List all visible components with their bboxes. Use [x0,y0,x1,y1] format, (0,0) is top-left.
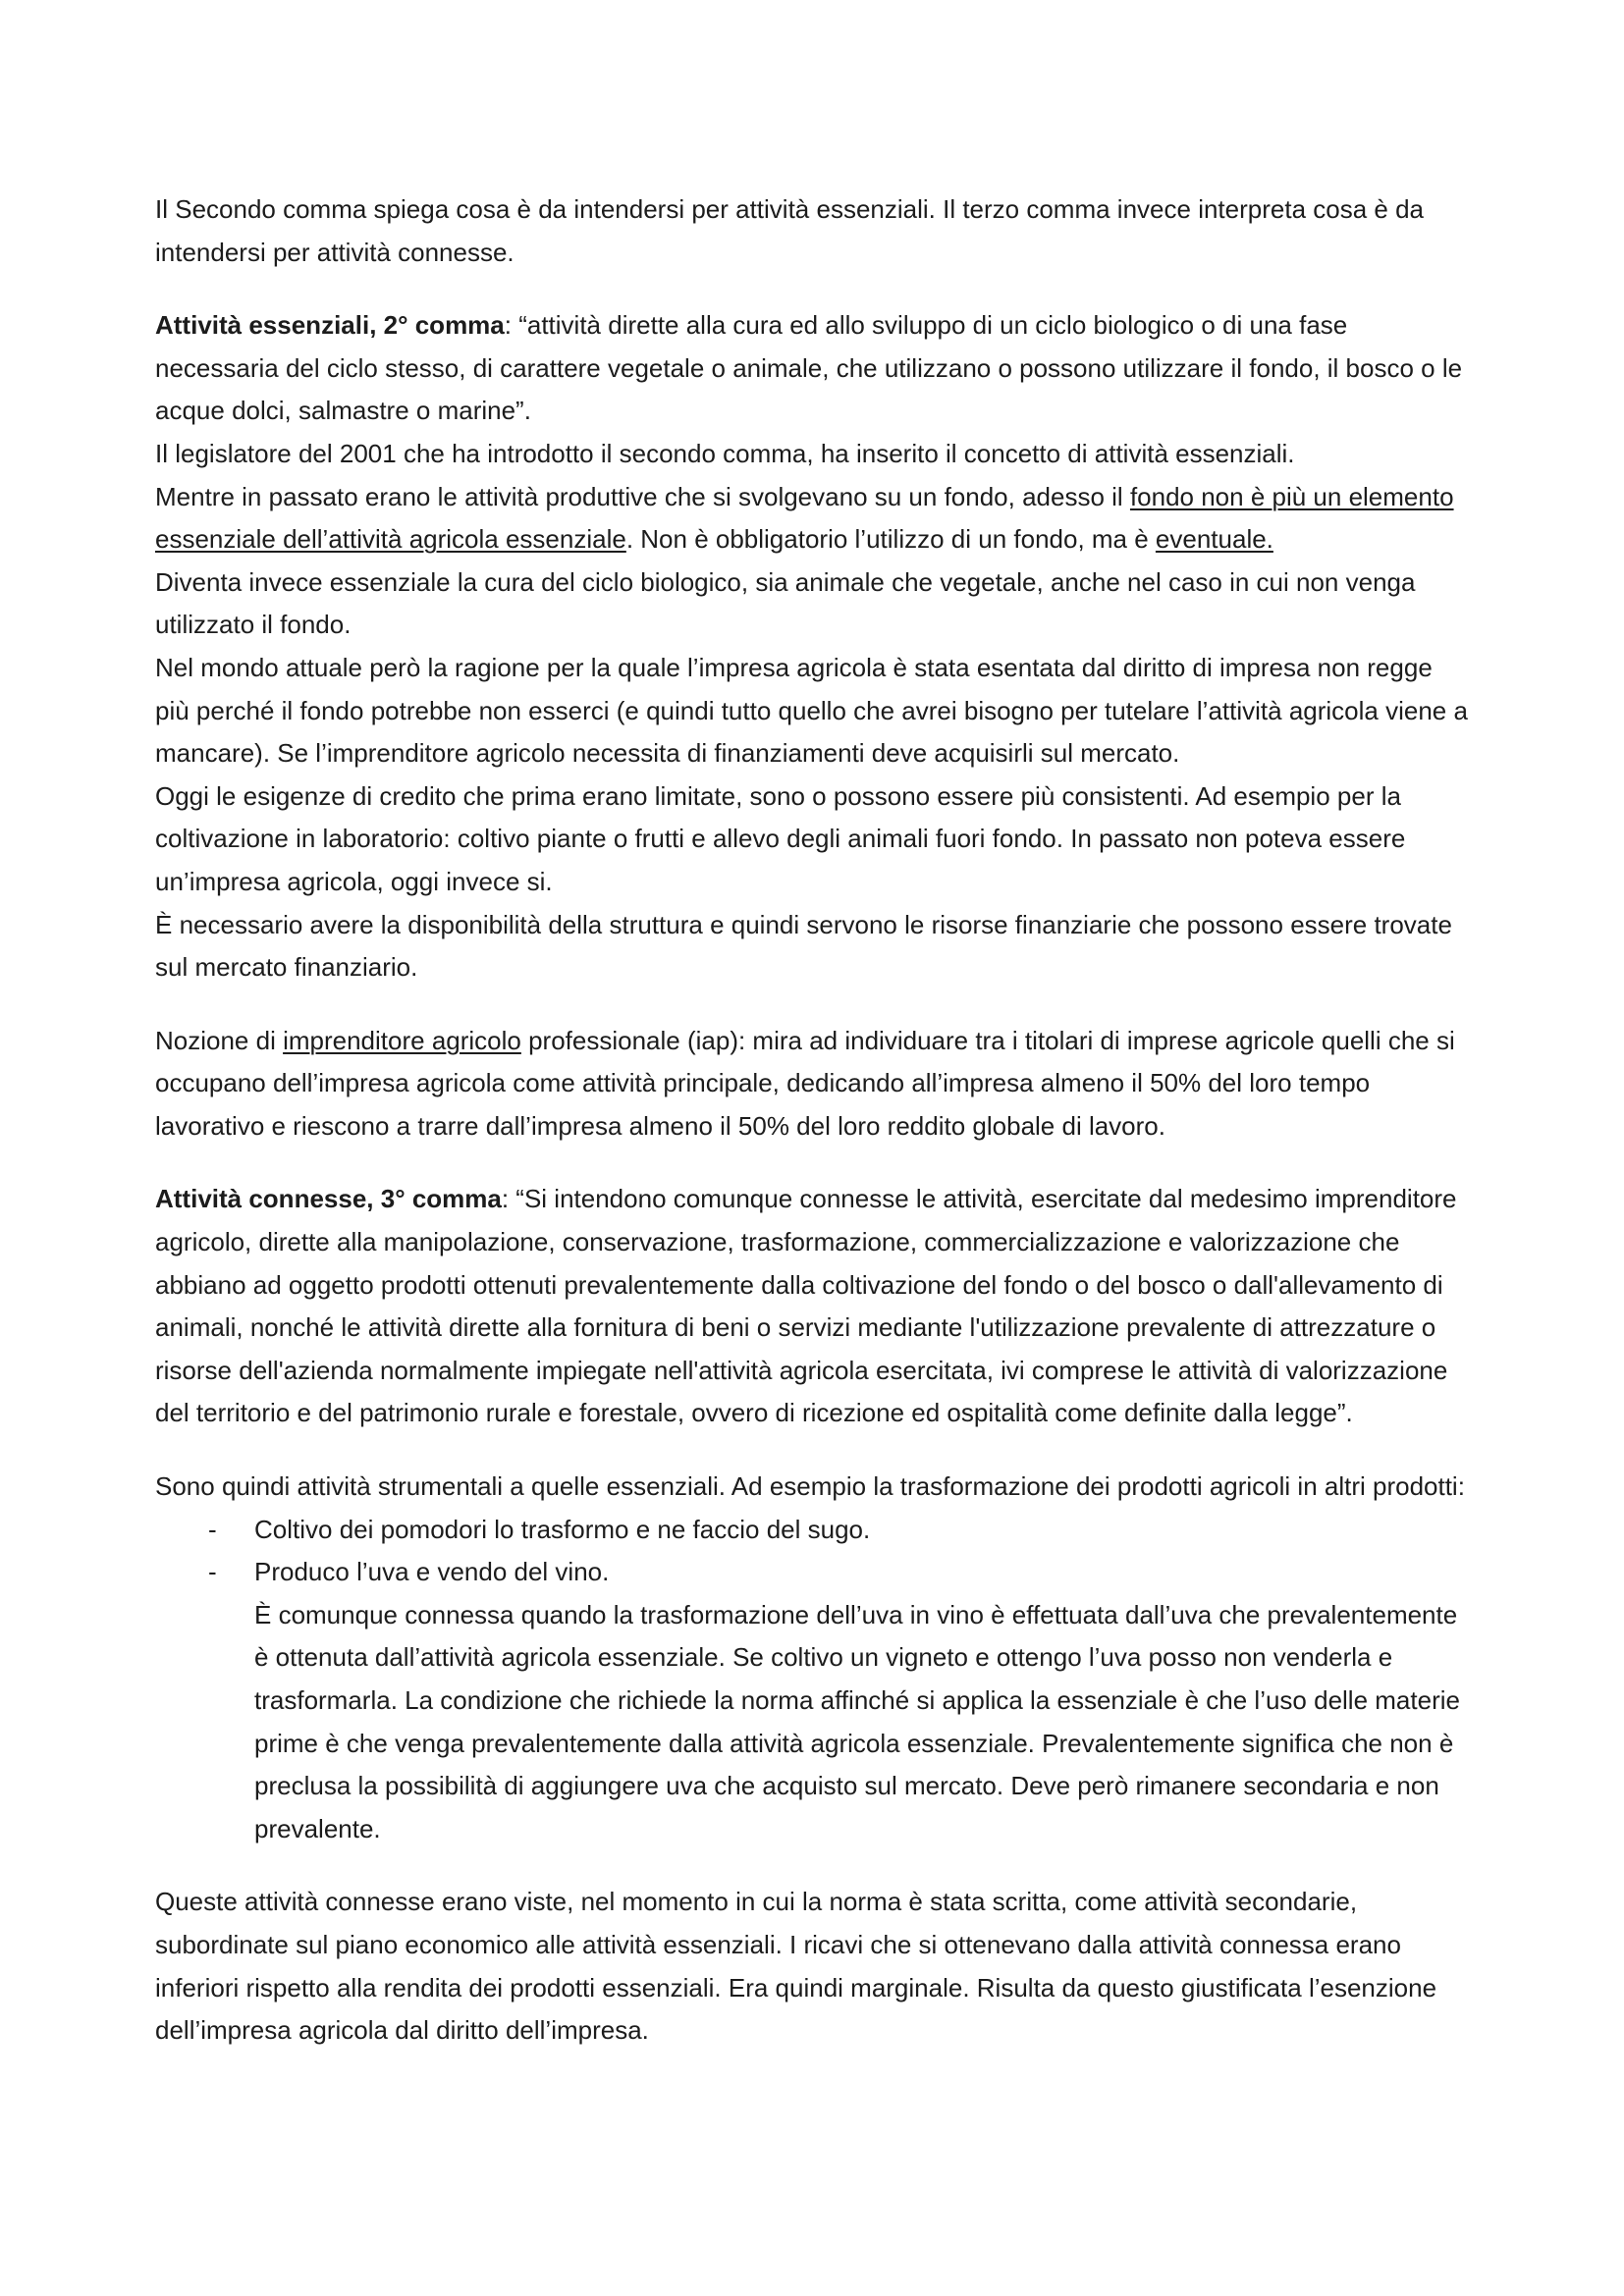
biological-cycle-paragraph: Diventa invece essenziale la cura del ciclo biologico, sia animale che vegetale, anche nel caso in cui non venga utilizzato il fondo. [155,566,1416,640]
eventuale-underlined-text: eventuale. [1155,524,1273,555]
connected-activities-heading: Attività connesse, 3° comma [155,1184,502,1214]
list-item-continuation: È comunque connessa quando la trasformazione dell’uva in vino è effettuata dall’uva che prevalentemente è ottenuta dall’attività agricola essenziale. Se coltivo un vigneto e ottengo l’uva posso non venderla e trasformarla. La condizione che richiede la norma affinché si applica la essenziale è che l’uso delle materie prime è che venga prevalentemente dalla attività agricola essenziale. Prevalentemente significa che non è preclusa la possibilità di aggiungere uva che acquisto sul mercato. Deve però rimanere secondaria e non prevalente. [254,1599,1460,1843]
structure-paragraph: È necessario avere la disponibilità della struttura e quindi servono le risorse finanziarie che possono essere trovate sul mercato finanziario. [155,909,1452,983]
modern-world-paragraph: Nel mondo attuale però la ragione per la quale l’impresa agricola è stata esentata dal diritto di impresa non regge più perché il fondo potrebbe non esserci (e quindi tutto quello che avrei bisogno per tutelare l’attività agricola viene a mancare). Se l’imprenditore agricolo necessita di finanziamenti deve acquisirli sul mercato. [155,652,1468,769]
intro-paragraph: Il Secondo comma spiega cosa è da intendersi per attività essenziali. Il terzo comma invece interpreta cosa è da intendersi per attività connesse. [155,194,1425,267]
connected-activities-quote: : “Si intendono comunque connesse le attività, esercitate dal medesimo imprenditore agricolo, dirette alla manipolazione, conservazione, trasformazione, commercializzazione e valorizzazione che abbiano ad oggetto prodotti ottenuti prevalentemente dalla coltivazione del fondo o del bosco o dall'allevamento di animali, nonché le attività dirette alla fornitura di beni o servizi mediante l'utilizzazione prevalente di attrezzature o risorse dell'azienda normalmente impiegate nell'attività agricola esercitata, ivi comprese le attività di valorizzazione del territorio e del patrimonio rurale e forestale, ovvero di ricezione ed ospitalità come definite dalla legge”. [155,1184,1457,1428]
fondo-paragraph [155,476,1471,561]
iap-text-before: Nozione di [155,1025,284,1055]
list-item [155,1551,1471,1594]
iap-paragraph [155,1020,1471,1148]
instrumental-activities-paragraph: Sono quindi attività strumentali a quelle essenziali. Ad esempio la trasformazione dei prodotti agricoli in altri prodotti: [155,1471,1465,1502]
essential-activities-definition [155,304,1471,433]
credit-paragraph: Oggi le esigenze di credito che prima erano limitate, sono o possono essere più consistenti. Ad esempio per la coltivazione in laboratorio: coltivo piante o frutti e allevo degli animali fuori fondo. In passato non poteva essere un’impresa agricola, oggi invece si. [155,780,1406,896]
conclusion-paragraph: Queste attività connesse erano viste, nel momento in cui la norma è stata scritta, come attività secondarie, subordinate sul piano economico alle attività essenziali. I ricavi che si ottenevano dalla attività connessa erano inferiori rispetto alla rendita dei prodotti essenziali. Era quindi marginale. Risulta da questo giustificata l’esenzione dell’impresa agricola dal diritto dell’impresa. [155,1887,1437,2046]
list-item [155,1509,1471,1552]
fondo-underlined-text: fondo non è più un elemento essenziale dell’attività agricola essenziale [155,481,1454,555]
essential-activities-heading: Attività essenziali, 2° comma [155,310,505,341]
fondo-text-middle: . Non è obbligatorio l’utilizzo di un fondo, ma è [625,524,1156,555]
dash-bullet: - [208,1514,217,1544]
document-page [155,188,1471,2053]
list-item-text: Produco l’uva e vendo del vino. [254,1557,610,1587]
iap-text-after: professionale (iap): mira ad individuare tra i titolari di imprese agricole quelli che si occupano dell’impresa agricola come attività principale, dedicando all’impresa almeno il 50% del loro tempo lavorativo e riescono a trarre dall’impresa almeno il 50% del loro reddito globale di lavoro. [155,1025,1455,1141]
examples-list [155,1509,1471,1594]
connected-activities-definition [155,1178,1471,1435]
dash-bullet: - [208,1557,217,1587]
imprenditore-agricolo-underlined: imprenditore agricolo [283,1025,521,1055]
fondo-text-before: Mentre in passato erano le attività produttive che si svolgevano su un fondo, adesso il [155,481,1130,511]
essential-activities-quote: : “attività dirette alla cura ed allo sviluppo di un ciclo biologico o di una fase necessaria del ciclo stesso, di carattere vegetale o animale, che utilizzano o possono utilizzare il fondo, il bosco o le acque dolci, salmastre o marine”. [155,310,1463,426]
list-item-text: Coltivo dei pomodori lo trasformo e ne faccio del sugo. [254,1514,871,1544]
legislator-paragraph: Il legislatore del 2001 che ha introdotto il secondo comma, ha inserito il concetto di attività essenziali. [155,438,1295,468]
